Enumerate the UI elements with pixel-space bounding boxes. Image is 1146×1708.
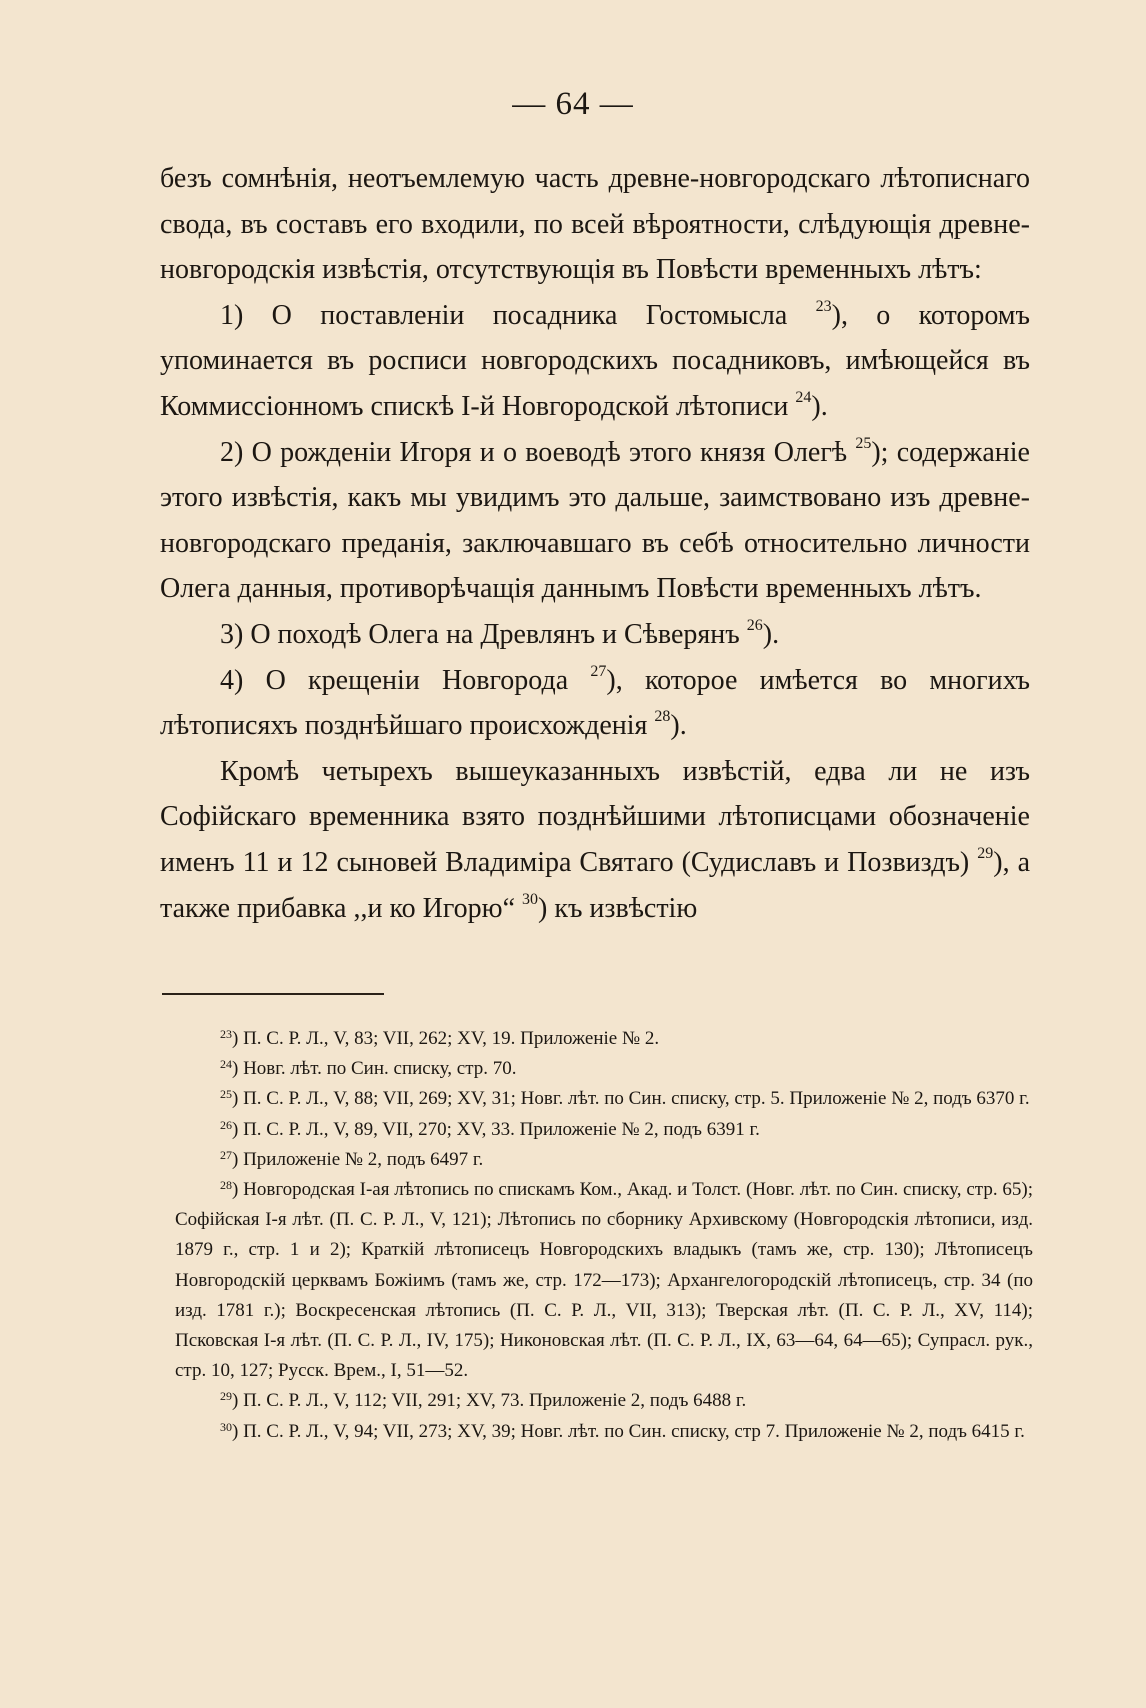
text-run: безъ сомнѣнія, неотъемлемую часть древне-новгородскаго лѣтописнаго свода, въ составъ его входили, по всей вѣроятности, слѣдующія древне-новгородскія извѣстія, отсутствующія въ Повѣсти временныхъ лѣтъ:	[160, 163, 1030, 286]
footnote	[175, 1386, 1033, 1416]
footnote-ref: 27	[590, 662, 607, 680]
footnote-ref: 23	[815, 297, 832, 315]
footnote	[175, 1417, 1033, 1447]
footnote-mark: 26	[220, 1117, 232, 1132]
footnote-mark: 28	[220, 1178, 232, 1193]
text-run: ) къ извѣстію	[538, 892, 698, 924]
main-text	[160, 156, 1030, 931]
footnote-ref: 26	[746, 616, 763, 634]
text-run: 3) О походѣ Олега на Древлянъ и Сѣверянъ	[220, 618, 747, 650]
footnote-text: ) П. С. Р. Л., V, 89, VII, 270; XV, 33. Приложеніе № 2, подъ 6391 г.	[232, 1118, 760, 1140]
footnote	[175, 1175, 1033, 1386]
footnote-text: ) Новг. лѣт. по Син. списку, стр. 70.	[232, 1058, 517, 1080]
footnote-text: ) П. С. Р. Л., V, 83; VII, 262; XV, 19. Приложеніе № 2.	[232, 1028, 660, 1049]
footnote-mark: 27	[220, 1147, 232, 1162]
footnote	[175, 1115, 1033, 1145]
text-run: ).	[670, 710, 687, 742]
footnote-mark: 25	[220, 1087, 232, 1102]
text-run: ), а также прибавка ,,и ко Игорю“	[160, 846, 1030, 924]
footnote-mark: 29	[220, 1389, 232, 1404]
footnote-mark: 24	[220, 1057, 232, 1072]
page-number: — 64 —	[512, 86, 634, 122]
paragraph	[160, 430, 1030, 612]
text-run: ).	[762, 618, 780, 650]
footnote-text: ) П. С. Р. Л., V, 88; VII, 269; XV, 31; Новг. лѣт. по Син. списку, стр. 5. Приложеніе № 2, подъ 6370 г.	[232, 1088, 1030, 1110]
text-run: ), о которомъ упоминается въ росписи новгородскихъ посадниковъ, имѣющейся въ Коммиссіонномъ спискѣ I-й Новгородской лѣтописи	[160, 299, 1031, 422]
footnote	[175, 1054, 1033, 1084]
footnote-ref: 28	[654, 708, 671, 726]
paragraph	[160, 658, 1030, 749]
footnote-text: ) Приложеніе № 2, подъ 6497 г.	[232, 1148, 484, 1170]
footnote	[175, 1024, 1033, 1054]
paragraph	[160, 612, 1030, 658]
paragraph	[160, 156, 1030, 293]
text-run: 4) О крещеніи Новгорода	[220, 664, 591, 696]
footnote	[175, 1084, 1033, 1114]
footnote-ref: 24	[795, 388, 812, 406]
footnote-mark: 23	[220, 1027, 232, 1041]
footnote-ref: 29	[977, 844, 994, 862]
text-run: ), которое имѣется во многихъ лѣтописяхъ позднѣйшаго происхожденія	[160, 664, 1030, 742]
paragraph	[160, 293, 1030, 430]
footnote-text: ) П. С. Р. Л., V, 112; VII, 291; XV, 73. Приложеніе 2, подъ 6488 г.	[232, 1390, 747, 1412]
footnote-divider	[162, 993, 384, 995]
text-run: 1) О поставленіи посадника Гостомысла	[220, 299, 816, 331]
footnote	[175, 1145, 1033, 1175]
footnote-text: ) Новгородская I-ая лѣтопись по спискамъ Ком., Акад. и Толст. (Новг. лѣт. по Син. списку, стр. 65); Софійская I-я лѣт. (П. С. Р. Л., V, 121); Лѣтопись по сборнику Архивскому (Новгородскія лѣтописи, изд. 1879 г., стр. 1 и 2); Краткій лѣтописецъ Новгородскихъ владыкъ (тамъ же, стр. 130); Лѣтописецъ Новгородскій церквамъ Божіимъ (тамъ же, стр. 172—173); Архангелогородскій лѣтописецъ, стр. 34 (по изд. 1781 г.); Воскресенская лѣтопись (П. С. Р. Л., VII, 313); Тверская лѣт. (П. С. Р. Л., XV, 114); Псковская I-я лѣт. (П. С. Р. Л., IV, 175); Никоновская лѣт. (П. С. Р. Л., IX, 63—64, 64—65); Супрасл. рук., стр. 10, 127; Русск. Врем., I, 51—52.	[175, 1179, 1033, 1382]
text-run: ).	[811, 390, 828, 422]
footnote-text: ) П. С. Р. Л., V, 94; VII, 273; XV, 39; Новг. лѣт. по Син. списку, стр 7. Приложеніе № 2, подъ 6415 г.	[232, 1420, 1025, 1442]
paragraph	[160, 749, 1030, 931]
text-run: Кромѣ четырехъ вышеуказанныхъ извѣстій, едва ли не изъ Софійскаго временника взято позднѣйшими лѣтописцами обозначеніе именъ 11 и 12 сыновей Владиміра Святаго (Судиславъ и Позвиздъ)	[160, 755, 1030, 878]
footnotes	[175, 1024, 1033, 1447]
text-run: ); содержаніе этого извѣстія, какъ мы увидимъ это дальше, заимствовано изъ древне-новгородскаго преданія, заключавшаго въ себѣ относительно личности Олега данныя, противорѣчащія даннымъ Повѣсти временныхъ лѣтъ.	[160, 436, 1030, 605]
footnote-ref: 25	[855, 434, 872, 452]
footnote-ref: 30	[522, 890, 539, 908]
text-run: 2) О рожденіи Игоря и о воеводѣ этого князя Олегѣ	[220, 436, 856, 468]
footnote-mark: 30	[220, 1419, 232, 1434]
